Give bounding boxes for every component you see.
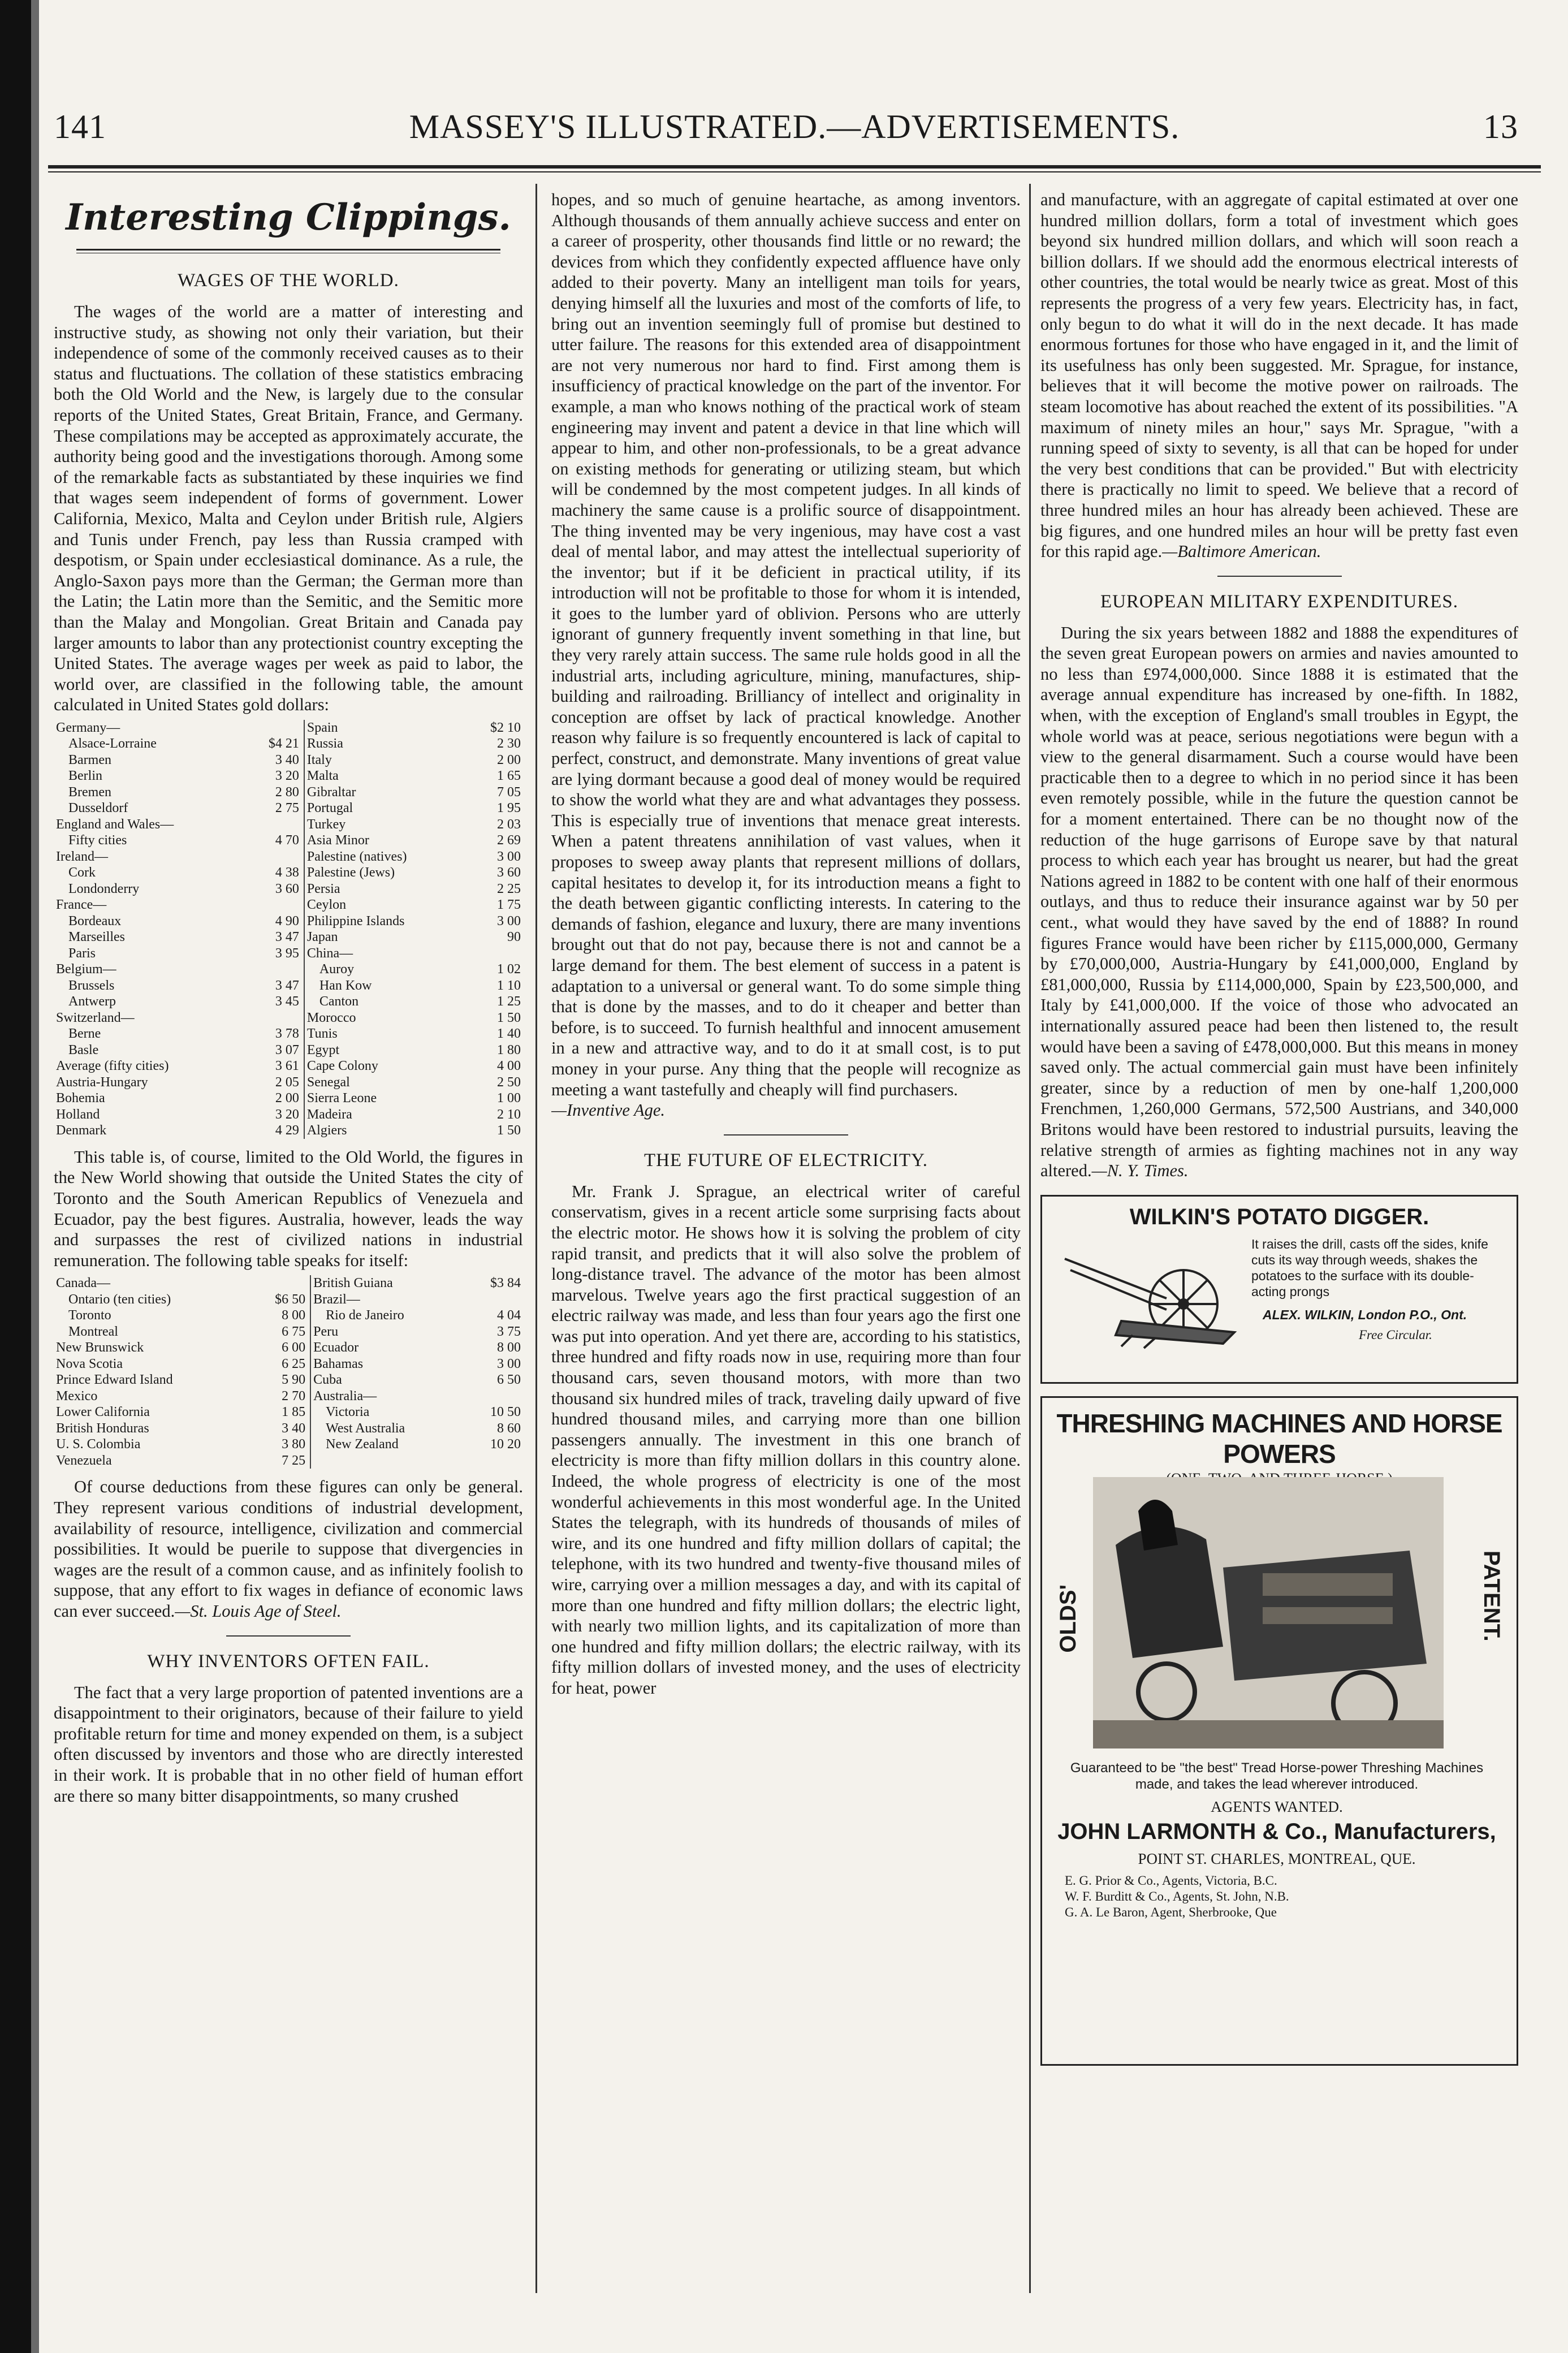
paragraph-text: and manufacture, with an aggregate of capital estimated at over one hundred million dollars, form a total of investment which goes beyond six hundred million dollars, and which will soon reach a billion dollars. If we should add the enormous electrical interests of other countries, the total would be nearly twice as great. Most of this represents the progress of a very few years. Electricity has, in fact, only begun to do what it will do in the next decade. It has made enormous fortunes for those who have engaged in it, and the limit of its usefulness has only been suggested. Mr. Sprague, for instance, believes that it will become the motive power on railroads. The steam locomotive has about reached the extent of its possibilities. "A maximum of ninety miles an hour," says Mr. Sprague, "with a running speed of sixty to seventy, is all that can be hoped for under the very best conditions that can be provided." But with electricity there is practically no limit to speed. We believe that a record of three hundred miles an hour has already been achieved. These are big figures, and one hundred miles an hour will be pretty fast even for this rapid age. bbox=[1040, 190, 1518, 562]
place-cell: Palestine (natives) bbox=[306, 849, 407, 864]
table-row bbox=[54, 1042, 523, 1059]
side-text: PATENT. bbox=[1479, 1550, 1504, 1642]
place-cell: Average (fifty cities) bbox=[56, 1059, 169, 1074]
place-cell: Berne bbox=[68, 1026, 101, 1042]
paragraph-text: During the six years between 1882 and 1888 the expenditures of the seven great European powers on armies and navies amounted to no less than £974,000,000. Since 1888 it is estimated that the average annual expenditure has increased by one-fifth. In 1882, when, with the exception of England's small troubles in Egypt, the whole world was at peace, serious negotiations were begun with a view to the general disarmament. Such a course would have been practicable then to a degree to which in no period since it has been even remotely possible, while in the future the question cannot be for a moment entertained. There can be no thought now of the reduction of the huge garrisons of Europe save by that natural process to which each year has brought us nearer, but had the great Nations agreed in 1882 to be content with one half of their enormous outlays, and thus to reduce their insurance against war by 50 per cent., what would they have saved by the end of 1888? In round figures France would have been richer by £115,000,000, Germany by £70,000,000, Austria-Hungary by £41,000,000, England by £81,000,000, Russia by £114,000,000, Spain by £23,500,000, and Italy by £41,000,000. If the voice of those who advocated an internationally assured peace had been then listened to, the result would have been a saving of £478,000,000. But this means in money saved only. The actual commercial gain must have been infinitely greater, since by a reduction of men by one-half 1,200,000 Frenchmen, 1,260,000 Germans, 572,500 Austrians, and 340,000 Britons would have been restored to industrial pursuits, leaving the relative strength of armies as fighting machines not in any way altered. bbox=[1040, 623, 1518, 1181]
article-separator bbox=[1217, 576, 1342, 577]
wage-cell: 1 40 bbox=[497, 1026, 521, 1042]
place-cell: Mexico bbox=[56, 1388, 98, 1404]
place-cell: U. S. Colombia bbox=[56, 1437, 141, 1452]
wage-cell: 3 00 bbox=[497, 1356, 521, 1371]
paragraph-text: hopes, and so much of genuine heartache, as among inventors. Although thousands of them annually achieve success and enter on a career of prosperity, other thousands find little or no reward; the devices from which they confidently expected affluence have only added to their poverty. Many an intelligent man toils for years, denying himself all the luxuries and most of the comforts of life, to bring out an invention seemingly full of promise but destined to utter failure. The reasons for this extended area of disappointment are not very numerous nor hard to find. First among them is insufficiency of practical knowledge on the part of the inventor. For example, a man who knows nothing of the practical work of steam engineering may invent and patent a device in that line which will appear to him, and other non-professionals, to be a great advance on existing methods for generating or utilizing steam, but which will be condemned by the most competent judges. In all kinds of machinery the same cause is a prolific source of disappointment. The thing invented may be very ingenious, may have cost a vast deal of mental labor, and may attest the intellectual superiority of the inventor; but if it be deficient in practical utility, if its introduction will not be profitable to those for whom it is intended, it goes to the lumber yard of oblivion. Persons who are utterly ignorant of gunnery frequently invent something in that line, but they very rarely attain success. The same rule holds good in all the industrial arts, including agriculture, mining, manufactures, ship-building and railroading. Brilliancy of intellect and originality in conception are offset by lack of practical knowledge. Another reason why failure is so frequently encountered is lack of capital to perfect, construct, and demonstrate. Many inventions of great value are lying dormant because a good deal of money would be required to show the world what they are and what advantages they possess. This is especially true of inventions that menace great interests. When a patent threatens annihilation of vast values, when it proposes to sweep away plants that represent millions of dollars, capital hesitates to develop it, for its introduction means a fight to the death between gigantic conflicting interests. In catering to the demands of fashion, elegance and luxury, there are many inventions brought out that do not pay, because there is not and cannot be a large demand for them. The best element of success in a patent is adaptation to a universal or general want. To do some simple thing that is done by the masses, and to do it cheaper and better than before, is to succeed. To furnish healthful and innocent amusement in a new and attractive way, and to do it at small cost, is to put money in your purse. Any thing that the people will recognize as meeting a want tastefully and cheaply will find purchasers. bbox=[551, 190, 1021, 1099]
place-cell: Egypt bbox=[306, 1042, 340, 1057]
article-heading-military: EUROPEAN MILITARY EXPENDITURES. bbox=[1100, 591, 1459, 612]
wage-cell: 1 00 bbox=[497, 1091, 521, 1106]
place-cell: Bohemia bbox=[56, 1091, 105, 1106]
article-heading-inventors: WHY INVENTORS OFTEN FAIL. bbox=[147, 1651, 430, 1672]
place-cell: Gibraltar bbox=[306, 784, 356, 800]
place-cell: Cork bbox=[68, 865, 96, 880]
ad-free-circular: Free Circular. bbox=[1359, 1327, 1432, 1342]
place-cell: Senegal bbox=[306, 1074, 350, 1090]
place-cell: New Zealand bbox=[326, 1437, 399, 1452]
ad-manufacturer: JOHN LARMONTH & Co., Manufacturers, bbox=[1057, 1819, 1496, 1844]
newspaper-page bbox=[48, 34, 1541, 2330]
place-cell: Dusseldorf bbox=[68, 801, 128, 816]
article-paragraph bbox=[1040, 189, 1518, 562]
place-cell: Persia bbox=[306, 881, 340, 896]
place-cell: Sierra Leone bbox=[306, 1091, 377, 1106]
table-row bbox=[54, 994, 523, 1010]
wage-cell bbox=[466, 1388, 523, 1405]
place-cell: Ireland— bbox=[56, 849, 108, 864]
agent-line: G. A. Le Baron, Agent, Sherbrooke, Que bbox=[1065, 1905, 1277, 1919]
wage-cell: 3 47 bbox=[245, 978, 304, 994]
ad-side-label-right bbox=[1477, 1551, 1505, 1649]
wage-cell: 3 75 bbox=[497, 1324, 521, 1339]
place-cell bbox=[310, 1453, 466, 1469]
table-row bbox=[54, 897, 523, 913]
table-row bbox=[54, 752, 523, 768]
wage-cell: 3 60 bbox=[497, 865, 521, 880]
table-row bbox=[54, 1324, 523, 1340]
place-cell: England and Wales— bbox=[56, 817, 174, 832]
table-row bbox=[54, 1122, 523, 1139]
table-row bbox=[54, 1026, 523, 1042]
place-cell: Bremen bbox=[68, 784, 111, 800]
potato-digger-illustration bbox=[1053, 1236, 1246, 1349]
place-cell: Spain bbox=[306, 720, 338, 735]
citation: —St. Louis Age of Steel. bbox=[175, 1601, 342, 1621]
ad-address: ALEX. WILKIN, London P.O., Ont. bbox=[1263, 1307, 1467, 1322]
table-row bbox=[54, 961, 523, 978]
wage-cell: $2 10 bbox=[490, 720, 521, 735]
place-cell: Ceylon bbox=[306, 897, 347, 913]
agent-line: W. F. Burditt & Co., Agents, St. John, N.B. bbox=[1065, 1889, 1289, 1903]
article-paragraph bbox=[551, 189, 1021, 1121]
table-row bbox=[54, 1107, 523, 1123]
place-cell: Basle bbox=[68, 1042, 99, 1057]
wage-cell: 6 75 bbox=[249, 1324, 310, 1340]
wage-cell: 10 50 bbox=[490, 1405, 521, 1420]
place-cell: British Honduras bbox=[56, 1421, 149, 1436]
wage-cell: 3 47 bbox=[245, 929, 304, 945]
wage-cell: 2 00 bbox=[245, 1090, 304, 1107]
place-cell: Peru bbox=[313, 1324, 339, 1339]
ad-agents-wanted: AGENTS WANTED. bbox=[1211, 1798, 1343, 1815]
ad-manufacturer-address: POINT ST. CHARLES, MONTREAL, QUE. bbox=[1138, 1850, 1416, 1867]
wage-cell: 4 29 bbox=[245, 1122, 304, 1139]
table-row bbox=[54, 800, 523, 817]
wage-cell: 90 bbox=[507, 930, 521, 945]
place-cell: Japan bbox=[306, 930, 338, 945]
wage-cell: 2 10 bbox=[497, 1107, 521, 1122]
threshing-machine-engraving bbox=[1093, 1477, 1444, 1748]
place-cell: Ontario (ten cities) bbox=[68, 1292, 171, 1307]
wage-cell bbox=[245, 849, 304, 865]
wage-cell: 3 95 bbox=[245, 945, 304, 962]
column-3 bbox=[1040, 189, 1518, 2293]
wage-cell: 4 90 bbox=[245, 913, 304, 930]
wage-cell: $3 84 bbox=[490, 1276, 521, 1291]
wage-cell: 2 75 bbox=[245, 800, 304, 817]
wage-cell: 3 61 bbox=[245, 1058, 304, 1074]
wage-cell: 3 07 bbox=[245, 1042, 304, 1059]
wage-cell: 2 03 bbox=[497, 817, 521, 832]
wage-cell: 4 00 bbox=[497, 1059, 521, 1074]
table-row bbox=[54, 1292, 523, 1308]
table-row bbox=[54, 929, 523, 945]
wage-cell: 2 30 bbox=[497, 736, 521, 752]
wage-cell: 1 75 bbox=[497, 897, 521, 913]
place-cell: Brazil— bbox=[313, 1292, 360, 1307]
place-cell: New Brunswick bbox=[56, 1340, 144, 1355]
wage-cell: 3 80 bbox=[249, 1436, 310, 1453]
article-separator bbox=[724, 1134, 848, 1136]
place-cell: West Australia bbox=[326, 1421, 405, 1436]
masthead-rule bbox=[76, 249, 500, 253]
wage-cell: 8 60 bbox=[497, 1421, 521, 1436]
place-cell: Palestine (Jews) bbox=[306, 865, 395, 880]
table-row bbox=[54, 736, 523, 752]
wage-cell: 3 45 bbox=[245, 994, 304, 1010]
table-row bbox=[54, 1275, 523, 1292]
article-paragraph: This table is, of course, limited to the Old World, the figures in the New World showing that outside the United States the city of Toronto and the South American Republics of Venezuela and Ecuador, pay the best figures. Australia, however, leads the way and surpasses the rest of civilized nations in industrial remuneration. The following table speaks for itself: bbox=[54, 1147, 523, 1270]
place-cell: Austria-Hungary bbox=[56, 1074, 148, 1090]
wage-cell: 4 04 bbox=[497, 1308, 521, 1323]
wage-cell: 3 78 bbox=[245, 1026, 304, 1042]
column-1 bbox=[54, 189, 523, 2293]
wage-cell bbox=[466, 1292, 523, 1308]
wage-cell: 7 05 bbox=[497, 784, 521, 800]
binding-edge bbox=[0, 0, 31, 2353]
place-cell: Turkey bbox=[306, 817, 346, 832]
ad-description: It raises the drill, casts off the sides, knife cuts its way through weeds, shakes the potatoes to the surface with its double-acting prongs bbox=[1251, 1236, 1488, 1299]
place-cell: Nova Scotia bbox=[56, 1356, 123, 1371]
citation: —Inventive Age. bbox=[551, 1100, 665, 1120]
column-rule bbox=[1029, 184, 1031, 2293]
place-cell: Toronto bbox=[68, 1308, 111, 1323]
table-row bbox=[54, 1453, 523, 1469]
place-cell: China— bbox=[306, 945, 353, 961]
place-cell: Philippine Islands bbox=[306, 913, 405, 929]
place-cell: Canton bbox=[319, 994, 359, 1009]
wage-cell: 1 85 bbox=[249, 1404, 310, 1421]
wage-cell: 8 00 bbox=[497, 1340, 521, 1355]
wage-cell bbox=[249, 1275, 310, 1292]
table-row bbox=[54, 1388, 523, 1405]
header-rule bbox=[48, 165, 1541, 169]
place-cell: Russia bbox=[306, 736, 343, 752]
place-cell: Venezuela bbox=[56, 1453, 112, 1468]
place-cell: Cape Colony bbox=[306, 1059, 378, 1074]
wage-cell bbox=[466, 1453, 523, 1469]
header-rule-thin bbox=[48, 171, 1541, 172]
place-cell: Alsace-Lorraine bbox=[68, 736, 157, 752]
place-cell: Marseilles bbox=[68, 930, 125, 945]
place-cell: Madeira bbox=[306, 1107, 352, 1122]
wages-table-old-world bbox=[54, 720, 523, 1139]
table-row bbox=[54, 784, 523, 801]
place-cell: Bordeaux bbox=[68, 913, 122, 929]
wage-cell: 3 00 bbox=[497, 913, 521, 929]
article-heading-wages: WAGES OF THE WORLD. bbox=[178, 270, 399, 291]
wage-cell: 3 00 bbox=[497, 849, 521, 864]
article-paragraph: Mr. Frank J. Sprague, an electrical writer of careful conservatism, gives in a recent article some surprising facts about the electric motor. He shows how it is solving the problem of city rapid transit, and predicts that it will also solve the problem of long-distance travel. The advance of the motor has been almost marvelous. Twelve years ago the first practical suggestion of an electric railway was made, and less than four years ago the first one was put into operation. And yet there are, according to his statistics, three hundred and fifty roads now in use, requiring more than four thousand cars, seven thousand motors, with more than two thousand six hundred miles of track, traveling daily upward of five hundred thousand miles, and carrying more than one billion passengers annually. The investment in this one branch of electricity is more than fifty million dollars in this country alone. Indeed, the whole progress of electricity is one of the most wonderful achievements in this most wonderful age. In the United States the telegraph, with its hundreds of thousands of miles of wire, and its one hundred and fifty million dollars of capital; the telephone, with its two hundred and twenty-five thousand miles of wire, carrying over a million messages a day, and with its capital of more than one hundred and fifty million dollars; the electric light, with nearly two million lights, and its capitalization of more than one hundred and fifty million dollars; the electric railway, with its fifty million dollars of invested money, and the uses of electricity for heat, power bbox=[551, 1181, 1021, 1698]
wage-cell: 1 02 bbox=[497, 962, 521, 977]
place-cell: Victoria bbox=[326, 1405, 370, 1420]
place-cell: Berlin bbox=[68, 768, 102, 784]
wage-cell: 2 05 bbox=[245, 1074, 304, 1091]
article-separator bbox=[226, 1635, 351, 1637]
table-row bbox=[54, 1372, 523, 1388]
wage-cell: 10 20 bbox=[490, 1437, 521, 1452]
page-number-right: 13 bbox=[1483, 108, 1518, 145]
wage-cell: 1 65 bbox=[497, 768, 521, 784]
wage-cell bbox=[245, 817, 304, 833]
citation: —N. Y. Times. bbox=[1091, 1161, 1189, 1181]
page-number-left: 141 bbox=[54, 108, 106, 145]
place-cell: Asia Minor bbox=[306, 833, 369, 848]
wage-cell bbox=[245, 961, 304, 978]
table-row bbox=[54, 1058, 523, 1074]
table-row bbox=[54, 1356, 523, 1372]
wage-cell: 4 38 bbox=[245, 865, 304, 881]
wage-cell: 4 70 bbox=[245, 832, 304, 849]
wage-cell: 3 40 bbox=[249, 1421, 310, 1437]
article-paragraph bbox=[54, 1476, 523, 1621]
wage-cell: 8 00 bbox=[249, 1307, 310, 1324]
wage-cell: 6 50 bbox=[497, 1372, 521, 1388]
table-row bbox=[54, 1074, 523, 1091]
table-row bbox=[54, 978, 523, 994]
place-cell: Bahamas bbox=[313, 1356, 364, 1371]
table-row bbox=[54, 1090, 523, 1107]
wage-cell: 2 70 bbox=[249, 1388, 310, 1405]
side-text: OLDS' bbox=[1056, 1584, 1081, 1653]
table-row bbox=[54, 865, 523, 881]
place-cell: Switzerland— bbox=[56, 1010, 135, 1025]
ad-title: WILKIN'S POTATO DIGGER. bbox=[1129, 1204, 1429, 1229]
wage-cell: 5 90 bbox=[249, 1372, 310, 1388]
wage-cell: 1 25 bbox=[497, 994, 521, 1009]
wage-cell bbox=[245, 897, 304, 913]
table-row bbox=[54, 1404, 523, 1421]
place-cell: Algiers bbox=[306, 1123, 347, 1138]
wage-cell: 2 25 bbox=[497, 881, 521, 896]
place-cell: Morocco bbox=[306, 1010, 356, 1025]
table-row bbox=[54, 1307, 523, 1324]
article-paragraph: The wages of the world are a matter of interesting and instructive study, as showing not only their variation, but their independence of some of the commonly received causes as to their status and fluctuations. The collation of these statistics embracing both the Old World and the New, is largely due to the consular reports of the United States, Great Britain, France, and Germany. These compilations may be accepted as approximately accurate, the authority being good and the investigations thorough. Among some of the remarkable facts as substantiated by these inquiries we find that wages seem independent of forms of government. Lower California, Mexico, Malta and Ceylon under British rule, Algiers and Tunis under French, pay less than Russia cramped with despotism, or Spain under ecclesiastical dominance. As a rule, the Anglo-Saxon pays more than the German; the German more than the Latin; the Latin more than the Semitic, and the Semitic more than the Malay and Mongolian. Great Britain and Canada pay larger amounts to labor than any protectionist country excepting the United States. The average wages per week as paid to labor, the world over, are classified in the following table, the amount calculated in United States gold dollars: bbox=[54, 302, 523, 715]
wage-cell: 2 00 bbox=[497, 752, 521, 767]
place-cell: Lower California bbox=[56, 1405, 150, 1420]
wage-cell: 1 50 bbox=[497, 1123, 521, 1138]
place-cell: Paris bbox=[68, 945, 96, 961]
wage-cell: 1 95 bbox=[497, 801, 521, 816]
article-paragraph bbox=[1040, 623, 1518, 1181]
running-header bbox=[48, 107, 1541, 158]
place-cell: Rio de Janeiro bbox=[326, 1308, 404, 1323]
ad-agent-list bbox=[1065, 1873, 1494, 1920]
wages-table-new-world bbox=[54, 1275, 523, 1469]
place-cell: Malta bbox=[306, 768, 339, 784]
advertisement-threshing-machines bbox=[1040, 1396, 1518, 2066]
place-cell: Ecuador bbox=[313, 1340, 359, 1355]
place-cell: Denmark bbox=[56, 1123, 107, 1138]
table-row bbox=[54, 817, 523, 833]
table-row bbox=[54, 1010, 523, 1026]
place-cell: Brussels bbox=[68, 978, 115, 993]
table-row bbox=[54, 1436, 523, 1453]
place-cell: Portugal bbox=[306, 801, 353, 816]
place-cell: Han Kow bbox=[319, 978, 372, 993]
place-cell: Antwerp bbox=[68, 994, 116, 1009]
wage-cell: 1 10 bbox=[497, 978, 521, 993]
place-cell: Auroy bbox=[319, 962, 355, 977]
section-masthead: Interesting Clippings. bbox=[66, 196, 511, 239]
wage-cell: 3 20 bbox=[245, 768, 304, 784]
wage-cell: 3 60 bbox=[245, 881, 304, 897]
place-cell: Barmen bbox=[68, 752, 111, 767]
wage-cell: 6 00 bbox=[249, 1340, 310, 1356]
table-row bbox=[54, 720, 523, 736]
advertisement-potato-digger bbox=[1040, 1195, 1518, 1384]
column-rule bbox=[535, 184, 537, 2293]
article-heading-electricity: THE FUTURE OF ELECTRICITY. bbox=[643, 1150, 928, 1171]
table-row bbox=[54, 1421, 523, 1437]
place-cell: Londonderry bbox=[68, 881, 140, 896]
table-row bbox=[54, 849, 523, 865]
table-row bbox=[54, 1340, 523, 1356]
table-row bbox=[54, 881, 523, 897]
wage-cell: 2 80 bbox=[245, 784, 304, 801]
wage-cell: 1 50 bbox=[497, 1010, 521, 1025]
place-cell: Tunis bbox=[306, 1026, 338, 1042]
wage-cell: 7 25 bbox=[249, 1453, 310, 1469]
ad-guarantee: Guaranteed to be "the best" Tread Horse-power Threshing Machines made, and takes the lead wherever introduced. bbox=[1070, 1760, 1484, 1792]
column-2 bbox=[551, 189, 1021, 2293]
place-cell: Italy bbox=[306, 752, 332, 767]
table-row bbox=[54, 913, 523, 930]
place-cell: Australia— bbox=[313, 1388, 377, 1404]
place-cell: Fifty cities bbox=[68, 833, 127, 848]
ad-title: THRESHING MACHINES AND HORSE POWERS bbox=[1056, 1408, 1502, 1469]
place-cell: British Guiana bbox=[313, 1276, 393, 1291]
place-cell: Canada— bbox=[56, 1276, 110, 1291]
agent-line: E. G. Prior & Co., Agents, Victoria, B.C. bbox=[1065, 1873, 1277, 1888]
table-row bbox=[54, 945, 523, 962]
wage-cell: 3 20 bbox=[245, 1107, 304, 1123]
place-cell: Holland bbox=[56, 1107, 100, 1122]
place-cell: Prince Edward Island bbox=[56, 1372, 173, 1388]
ad-side-label-left bbox=[1053, 1585, 1082, 1660]
place-cell: Germany— bbox=[56, 720, 120, 735]
place-cell: Cuba bbox=[313, 1372, 342, 1388]
page-title: MASSEY'S ILLUSTRATED.—ADVERTISEMENTS. bbox=[409, 108, 1180, 145]
table-row bbox=[54, 768, 523, 784]
wage-cell bbox=[245, 1010, 304, 1026]
wage-cell: $4 21 bbox=[245, 736, 304, 752]
citation: —Baltimore American. bbox=[1162, 542, 1321, 562]
wage-cell bbox=[468, 945, 523, 962]
place-cell: Montreal bbox=[68, 1324, 118, 1339]
binding-shadow bbox=[31, 0, 39, 2353]
wage-cell: $6 50 bbox=[249, 1292, 310, 1308]
wage-cell: 2 69 bbox=[497, 833, 521, 848]
paragraph-text: Of course deductions from these figures can only be general. They represent various conditions of industrial development, availability of resource, intelligence, civilization and commercial possibilities. It would be puerile to suppose that divergencies in wages are the result of a common cause, and as infinitely foolish to suppose, that any effort to fix wages in defiance of economic laws can ever succeed. bbox=[54, 1477, 523, 1621]
wage-cell: 6 25 bbox=[249, 1356, 310, 1372]
place-cell: Belgium— bbox=[56, 962, 116, 977]
wage-cell: 3 40 bbox=[245, 752, 304, 768]
place-cell: France— bbox=[56, 897, 107, 913]
article-paragraph: The fact that a very large proportion of patented inventions are a disappointment to their originators, because of their failure to yield profitable return for time and money expended on them, is a subject often discussed by inventors and those who are directly interested in their work. It is probable that in no other field of human effort are there so many bitter disappointments, so many crushed bbox=[54, 1682, 523, 1806]
wage-cell: 1 80 bbox=[497, 1042, 521, 1057]
wage-cell: 2 50 bbox=[497, 1074, 521, 1090]
wage-cell bbox=[245, 720, 304, 736]
table-row bbox=[54, 832, 523, 849]
